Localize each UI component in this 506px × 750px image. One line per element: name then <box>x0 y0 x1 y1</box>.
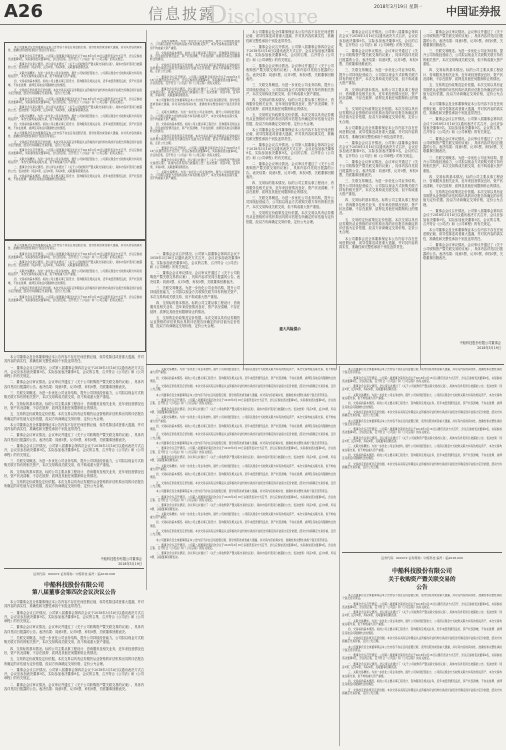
paragraph: 二、董事会会议审议情况。会议审议并通过了《关于公司收购资产暨关联交易的议案》，具体内容详见同日披露的公告。表决结果：同意5票，反对0票，弃权0票，关联董事回避表决。 <box>150 455 336 463</box>
paragraph: 一、董事会会议召开情况。公司第八届董事会第四次会议于2018年3月16日以通讯表决方式召开，会议应参加表决董事9名，实际参加表决董事9名，会议的召集、召开符合《公司法》和《公司章程》的有关规定。 <box>150 495 336 502</box>
announcement-company-right: 中船科技股份有限公司 <box>391 568 452 575</box>
paragraph: 本公司董事会及全体董事保证本公告内容不存在任何虚假记载、误导性陈述或者重大遗漏，并对其内容的真实性、准确性和完整性承担个别及连带责任。 <box>246 127 334 141</box>
paragraph: 二、董事会会议审议情况。会议审议并通过了《关于公司收购资产暨关联交易的议案》，具体内容详见同日披露的公告。表决结果：同意5票，反对0票，弃权0票，关联董事回避表决。 <box>150 504 336 511</box>
paragraph: 二、董事会会议审议情况。会议审议并通过了《关于公司收购资产暨关联交易的议案》，具体内容详见同日披露的公告。表决结果：同意5票，反对0票，弃权0票，关联董事回避表决。 <box>423 136 503 154</box>
body-column-3 <box>246 30 334 330</box>
paragraph: 四、交易标的基本情况。标的公司主要从事工程设计、咨询服务及相关业务，近年来经营情况良好，资产状况清晰，不存在抵押、质押及其他任何限制转让的情况。 <box>4 646 144 655</box>
paragraph: 三、关联交易概述。为进一步优化公司业务结构，提升公司持续经营能力，公司拟以现金方式收购关联方持有的相关资产，本次交易构成关联交易，但不构成重大资产重组。 <box>342 619 502 627</box>
paragraph: 二、董事会会议审议情况。会议审议并通过了《关于公司收购资产暨关联交易的议案》，具体内容详见同日披露的公告。表决结果：同意5票，反对0票，弃权0票，关联董事回避表决。 <box>8 261 142 268</box>
body-column-5 <box>423 30 503 360</box>
paragraph: 五、交易的定价政策及定价依据。本次交易以具有证券期货从业资格的评估机构出具的评估报告所确定的评估值为定价依据，经双方协商确定交易价格，定价公允合理。 <box>423 189 503 207</box>
paragraph: 三、关联交易概述。为进一步优化公司业务结构，提升公司持续经营能力，公司拟以现金方式收购关联方持有的相关资产，本次交易构成关联交易，但不构成重大资产重组。 <box>342 671 502 678</box>
paragraph: 本公司董事会及全体董事保证本公告内容不存在任何虚假记载、误导性陈述或者重大遗漏，并对其内容的真实性、准确性和完整性承担个别及连带责任。 <box>150 99 240 110</box>
paragraph: 一、董事会会议召开情况。公司第八届董事会第四次会议于2018年3月16日以通讯表决方式召开，会议应参加表决董事9名，实际参加表决董事9名，会议的召集、召开符合《公司法》和《公司章程》的有关规定。 <box>4 610 144 624</box>
paragraph: 一、董事会会议召开情况。公司第八届董事会第四次会议于2018年3月16日以通讯表决方式召开，会议应参加表决董事9名，实际参加表决董事9名，会议的召集、召开符合《公司法》和《公司章程》的有关规定。 <box>342 428 502 435</box>
announcement-title-left: 第八届董事会第四次会议决议公告 <box>32 590 116 596</box>
paragraph: 四、交易标的基本情况。标的公司主要从事工程设计、咨询服务及相关业务，近年来经营情况良好，资产状况清晰，不存在抵押、质押及其他任何限制转让的情况。 <box>342 453 502 461</box>
paragraph: 一、董事会会议召开情况。公司第八届董事会第四次会议于2018年3月16日以通讯表决方式召开，会议应参加表决董事9名，实际参加表决董事9名，会议的召集、召开符合《公司法》和《公司章程》的有关规定。 <box>8 252 142 259</box>
column-divider <box>336 30 337 370</box>
body-column-4 <box>339 30 418 330</box>
paragraph: 三、关联交易概述。为进一步优化公司业务结构，提升公司持续经营能力，公司拟以现金方式收购关联方持有的相关资产，本次交易构成关联交易，但不构成重大资产重组。 <box>150 512 336 520</box>
paragraph: 四、交易标的基本情况。标的公司主要从事工程设计、咨询服务及相关业务，近年来经营情况良好，资产状况清晰，不存在抵押、质押及其他任何限制转让的情况。 <box>246 181 334 194</box>
paragraph: 三、关联交易概述。为进一步优化公司业务结构，提升公司持续经营能力，公司拟以现金方式收购关联方持有的相关资产，本次交易构成关联交易，但不构成重大资产重组。 <box>8 157 142 165</box>
section-title-en-initial: D <box>208 1 228 29</box>
masthead <box>0 0 506 29</box>
paragraph: 本公司董事会及全体董事保证本公告内容不存在任何虚假记载、误导性陈述或者重大遗漏，并对其内容的真实性、准确性和完整性承担个别及连带责任。 <box>156 490 330 494</box>
issue-date: 2018年3月19日 星期一 <box>374 5 423 10</box>
paragraph: 本公司董事会及全体董事保证本公告内容不存在任何虚假记载、误导性陈述或者重大遗漏，并对其内容的真实性、准确性和完整性承担个别及连带责任。 <box>342 368 502 375</box>
notice-text-top-middle <box>150 40 240 250</box>
page-number: A26 <box>4 1 43 22</box>
paragraph: 一、董事会会议召开情况。公司第八届董事会第四次会议于2018年3月16日以通讯表决方式召开，会议应参加表决董事9名，实际参加表决董事9名，会议的召集、召开符合《公司法》和《公司章程》的有关规定。 <box>339 30 418 47</box>
column-divider <box>243 30 244 370</box>
paragraph: 三、关联交易概述。为进一步优化公司业务结构，提升公司持续经营能力，公司拟以现金方式收购关联方持有的相关资产，本次交易构成关联交易，但不构成重大资产重组。 <box>342 445 502 452</box>
paragraph: 一、董事会会议召开情况。公司第八届董事会第四次会议于2018年3月16日以通讯表决方式召开，会议应参加表决董事9名，实际参加表决董事9名，会议的召集、召开符合《公司法》和《公司章程》的有关规定。 <box>8 295 142 302</box>
paragraph: 四、交易标的基本情况。标的公司主要从事工程设计、咨询服务及相关业务，近年来经营情况良好，资产状况清晰，不存在抵押、质押及其他任何限制转让的情况。 <box>342 402 502 409</box>
paragraph: 一、董事会会议召开情况。公司第八届董事会第四次会议于2018年3月16日以通讯表决方式召开，会议应参加表决董事9名，实际参加表决董事9名，会议的召集、召开符合《公司法》和《公司章程》的有关规定。 <box>4 365 144 379</box>
announcement-title-right-1: 关于收购资产暨关联交易的 <box>388 577 456 583</box>
paragraph: 二、董事会会议审议情况。会议审议并通过了《关于公司收购资产暨关联交易的议案》，具体内容详见同日披露的公告。表决结果：同意5票，反对0票，弃权0票，关联董事回避表决。 <box>8 166 142 173</box>
paragraph: 本公司董事会及全体董事保证本公告内容不存在任何虚假记载、误导性陈述或者重大遗漏，并对其内容的真实性、准确性和完整性承担个别及连带责任。 <box>156 393 330 397</box>
signature-date: 2018年3月19日 <box>118 562 142 566</box>
column-divider <box>146 30 147 590</box>
paragraph: 本公司董事会及全体董事保证本公告内容不存在任何虚假记载、误导性陈述或者重大遗漏，并对其内容的真实性、准确性和完整性承担个别及连带责任。 <box>423 228 503 241</box>
paragraph: 三、关联交易概述。为进一步优化公司业务结构，提升公司持续经营能力，公司拟以现金方式收购关联方持有的相关资产，本次交易构成关联交易，但不构成重大资产重组。 <box>150 464 336 471</box>
paragraph: 四、交易标的基本情况。标的公司主要从事工程设计、咨询服务及相关业务，近年来经营情况良好，资产状况清晰，不存在抵押、质押及其他任何限制转让的情况。 <box>150 300 240 314</box>
paragraph: 一、董事会会议召开情况。公司第八届董事会第四次会议于2018年3月16日以通讯表决方式召开，会议应参加表决董事9名，实际参加表决董事9名，会议的召集、召开符合《公司法》和《公司章程》的有关规定。 <box>246 44 334 62</box>
paragraph: 一、董事会会议召开情况。公司第八届董事会第四次会议于2018年3月16日以通讯表决方式召开，会议应参加表决董事9名，实际参加表决董事9名，会议的召集、召开符合《公司法》和《公司章程》的有关规定。 <box>150 543 336 551</box>
paragraph: 三、关联交易概述。为进一步优化公司业务结构，提升公司持续经营能力，公司拟以现金方式收购关联方持有的相关资产，本次交易构成关联交易，但不构成重大资产重组。 <box>4 391 144 400</box>
paragraph: 三、关联交易概述。为进一步优化公司业务结构，提升公司持续经营能力，公司拟以现金方式收购关联方持有的相关资产，本次交易构成关联交易，但不构成重大资产重组。 <box>150 368 336 375</box>
paragraph: 五、交易的定价政策及定价依据。本次交易以具有证券期货从业资格的评估机构出具的评估报告所确定的评估值为定价依据，经双方协商确定交易价格，定价公允合理。 <box>342 462 502 469</box>
paragraph: 二、董事会会议审议情况。会议审议并通过了《关于公司收购资产暨关联交易的议案》，具体内容详见同日披露的公告。表决结果：同意5票，反对0票，弃权0票，关联董事回避表决。 <box>4 380 144 389</box>
paragraph: 三、关联交易概述。为进一步优化公司业务结构，提升公司持续经营能力，公司拟以现金方式收购关联方持有的相关资产，本次交易构成关联交易，但不构成重大资产重组。 <box>150 170 240 181</box>
paragraph: 二、董事会会议审议情况。会议审议并通过了《关于公司收购资产暨关联交易的议案》，具体内容详见同日披露的公告。表决结果：同意5票，反对0票，弃权0票，关联董事回避表决。 <box>4 625 144 634</box>
paragraph: 三、关联交易概述。为进一步优化公司业务结构，提升公司持续经营能力，公司拟以现金方式收购关联方持有的相关资产，本次交易构成关联交易，但不构成重大资产重组。 <box>8 71 142 79</box>
paragraph: 四、交易标的基本情况。标的公司主要从事工程设计、咨询服务及相关业务，近年来经营情况良好，资产状况清晰，不存在抵押、质押及其他任何限制转让的情况。 <box>4 401 144 410</box>
paragraph: 五、交易的定价政策及定价依据。本次交易以具有证券期货从业资格的评估机构出具的评估报告所确定的评估值为定价依据，经双方协商确定交易价格，定价公允合理。 <box>150 385 336 392</box>
section-title-cn: 信息披露 <box>148 5 217 23</box>
paragraph: 四、交易标的基本情况。标的公司主要从事工程设计、咨询服务及相关业务，近年来经营情况良好，资产状况清晰，不存在抵押、质押及其他任何限制转让的情况。 <box>246 98 334 111</box>
paragraph: 三、关联交易概述。为进一步优化公司业务结构，提升公司持续经营能力，公司拟以现金方式收购关联方持有的相关资产，本次交易构成关联交易，但不构成重大资产重组。 <box>8 269 142 277</box>
paragraph: 本公司董事会及全体董事保证本公告内容不存在任何虚假记载、误导性陈述或者重大遗漏，并对其内容的真实性、准确性和完整性承担个别及连带责任。 <box>339 125 418 139</box>
paragraph: 二、董事会会议审议情况。会议审议并通过了《关于公司收购资产暨关联交易的议案》，具体内容详见同日披露的公告。表决结果：同意5票，反对0票，弃权0票，关联董事回避表决。 <box>339 49 418 67</box>
paragraph: 本公司董事会及全体董事保证本公告内容不存在任何虚假记载、误导性陈述或者重大遗漏，并对其内容的真实性、准确性和完整性承担个别及连带责任。 <box>156 442 330 446</box>
paragraph: 二、董事会会议审议情况。会议审议并通过了《关于公司收购资产暨关联交易的议案》，具体内容详见同日披露的公告。表决结果：同意5票，反对0票，弃权0票，关联董事回避表决。 <box>8 63 142 70</box>
body-column-2-lower <box>150 252 240 362</box>
paragraph: 二、董事会会议审议情况。会议审议并通过了《关于公司收购资产暨关联交易的议案》，具体内容详见同日披露的公告。表决结果：同意5票，反对0票，弃权0票，关联董事回避表决。 <box>150 407 336 414</box>
paragraph: 二、董事会会议审议情况。会议审议并通过了《关于公司收购资产暨关联交易的议案》，具体内容详见同日披露的公告。表决结果：同意5票，反对0票，弃权0票，关联董事回避表决。 <box>4 682 144 692</box>
signature-company: 中船科技股份有限公司董事会 <box>459 341 501 345</box>
paragraph: 一、董事会会议召开情况。公司第八届董事会第四次会议于2018年3月16日以通讯表决方式召开，会议应参加表决董事9名，实际参加表决董事9名，会议的召集、召开符合《公司法》和《公司章程》的有关规定。 <box>150 252 240 269</box>
paragraph: 本公司董事会及全体董事保证本公告内容不存在任何虚假记载、误导性陈述或者重大遗漏，并对其内容的真实性、准确性和完整性承担个别及连带责任。 <box>342 594 502 601</box>
paragraph: 四、交易标的基本情况。标的公司主要从事工程设计、咨询服务及相关业务，近年来经营情况良好，资产状况清晰，不存在抵押、质押及其他任何限制转让的情况。 <box>8 80 142 87</box>
paragraph: 三、关联交易概述。为进一步优化公司业务结构，提升公司持续经营能力，公司拟以现金方式收购关联方持有的相关资产，本次交易构成关联交易，但不构成重大资产重组。 <box>339 68 418 86</box>
section-separator <box>342 552 502 553</box>
signature-company: 中船科技股份有限公司董事会 <box>100 557 142 561</box>
paragraph: 四、交易标的基本情况。标的公司主要从事工程设计、咨询服务及相关业务，近年来经营情况良好，资产状况清晰，不存在抵押、质押及其他任何限制转让的情况。 <box>150 123 240 133</box>
paragraph: 一、董事会会议召开情况。公司第八届董事会第四次会议于2018年3月16日以通讯表决方式召开，会议应参加表决董事9名，实际参加表决董事9名，会议的召集、召开符合《公司法》和《公司章程》的有关规定。 <box>342 376 502 383</box>
paragraph: 四、交易标的基本情况。标的公司主要从事工程设计、咨询服务及相关业务，近年来经营情况良好，资产状况清晰，不存在抵押、质押及其他任何限制转让的情况。 <box>150 376 336 383</box>
paragraph: 二、董事会会议审议情况。会议审议并通过了《关于公司收购资产暨关联交易的议案》，具体内容详见同日披露的公告。表决结果：同意5票，反对0票，弃权0票，关联董事回避表决。 <box>8 106 142 113</box>
paragraph: 五、交易的定价政策及定价依据。本次交易以具有证券期货从业资格的评估机构出具的评估报告所确定的评估值为定价依据，经双方协商确定交易价格，定价公允合理。 <box>4 657 144 666</box>
notice-text <box>8 46 142 236</box>
paragraph: 三、关联交易概述。为进一步优化公司业务结构，提升公司持续经营能力，公司拟以现金方式收购关联方持有的相关资产，本次交易构成关联交易，但不构成重大资产重组。 <box>150 286 240 299</box>
paragraph: 四、交易标的基本情况。标的公司主要从事工程设计、咨询服务及相关业务，近年来经营情况良好，资产状况清晰，不存在抵押、质押及其他任何限制转让的情况。 <box>8 123 142 130</box>
paragraph: 本公司董事会及全体董事保证本公告内容不存在任何虚假记载、误导性陈述或者重大遗漏，并对其内容的真实性、准确性和完整性承担个别及连带责任。 <box>4 355 144 364</box>
announcement-code-left: 证券代码：600072 证券简称：中船科技 编号：临2018-008 <box>33 572 115 576</box>
paragraph: 五、交易的定价政策及定价依据。本次交易以具有证券期货从业资格的评估机构出具的评估报告所确定的评估值为定价依据，经双方协商确定交易价格，定价公允合理。 <box>8 286 142 294</box>
paragraph: 一、董事会会议召开情况。公司第八届董事会第四次会议于2018年3月16日以通讯表决方式召开，会议应参加表决董事9名，实际参加表决董事9名，会议的召集、召开符合《公司法》和《公司章程》的有关规定。 <box>8 97 142 104</box>
paragraph: 五、交易的定价政策及定价依据。本次交易以具有证券期货从业资格的评估机构出具的评估报告所确定的评估值为定价依据，经双方协商确定交易价格，定价公允合理。 <box>150 63 240 74</box>
section-title-en-rest: isclosure <box>227 4 319 28</box>
paragraph: 四、交易标的基本情况。标的公司主要从事工程设计、咨询服务及相关业务，近年来经营情况良好，资产状况清晰，不存在抵押、质押及其他任何限制转让的情况。 <box>150 521 336 528</box>
paragraph: 四、交易标的基本情况。标的公司主要从事工程设计、咨询服务及相关业务，近年来经营情况良好，资产状况清晰，不存在抵押、质押及其他任何限制转让的情况。 <box>150 473 336 480</box>
paragraph: 四、交易标的基本情况。标的公司主要从事工程设计、咨询服务及相关业务，近年来经营情况良好，资产状况清晰，不存在抵押、质押及其他任何限制转让的情况。 <box>339 87 418 105</box>
paragraph: 一、董事会会议召开情况。公司第八届董事会第四次会议于2018年3月16日以通讯表决方式召开，会议应参加表决董事9名，实际参加表决董事9名，会议的召集、召开符合《公司法》和《公司章程》的有关规定。 <box>4 444 144 457</box>
paragraph: 四、交易标的基本情况。标的公司主要从事工程设计、咨询服务及相关业务，近年来经营情况良好，资产状况清晰，不存在抵押、质押及其他任何限制转让的情况。 <box>342 628 502 635</box>
announcement-title-right-2: 公告 <box>416 585 428 591</box>
paragraph: 五、交易的定价政策及定价依据。本次交易以具有证券期货从业资格的评估机构出具的评估报告所确定的评估值为定价依据，经双方协商确定交易价格，定价公允合理。 <box>246 113 334 126</box>
section-title-en <box>208 1 318 29</box>
paragraph: 五、交易的定价政策及定价依据。本次交易以具有证券期货从业资格的评估机构出具的评估报告所确定的评估值为定价依据，经双方协商确定交易价格，定价公允合理。 <box>4 480 144 489</box>
paragraph: 三、关联交易概述。为进一步优化公司业务结构，提升公司持续经营能力，公司拟以现金方式收购关联方持有的相关资产，本次交易构成关联交易，但不构成重大资产重组。 <box>246 83 334 96</box>
announcement-code-right: 证券代码：600072 证券简称：中船科技 编号：临2018-009 <box>381 556 463 560</box>
paragraph: 一、董事会会议召开情况。公司第八届董事会第四次会议于2018年3月16日以通讯表决方式召开，会议应参加表决董事9名，实际参加表决董事9名，会议的召集、召开符合《公司法》和《公司章程》的有关规定。 <box>150 147 240 157</box>
paragraph: 二、董事会会议审议情况。会议审议并通过了《关于公司收购资产暨关联交易的议案》，具体内容详见同日披露的公告。表决结果：同意5票，反对0票，弃权0票，关联董事回避表决。 <box>150 552 336 559</box>
paragraph: 五、交易的定价政策及定价依据。本次交易以具有证券期货从业资格的评估机构出具的评估报告所确定的评估值为定价依据，经双方协商确定交易价格，定价公允合理。 <box>8 88 142 96</box>
signature-left <box>4 556 142 566</box>
paragraph: 五、交易的定价政策及定价依据。本次交易以具有证券期货从业资格的评估机构出具的评估报告所确定的评估值为定价依据，经双方协商确定交易价格，定价公允合理。 <box>150 481 336 489</box>
paragraph: 二、董事会会议审议情况。会议审议并通过了《关于公司收购资产暨关联交易的议案》，具体内容详见同日披露的公告。表决结果：同意5票，反对0票，弃权0票，关联董事回避表决。 <box>342 662 502 670</box>
paragraph: 本公司董事会及全体董事保证本公告内容不存在任何虚假记载、误导性陈述或者重大遗漏，并对其内容的真实性、准确性和完整性承担个别及连带责任。 <box>156 538 330 542</box>
paragraph: 一、董事会会议召开情况。公司第八届董事会第四次会议于2018年3月16日以通讯表决方式召开，会议应参加表决董事9名，实际参加表决董事9名，会议的召集、召开符合《公司法》和《公司章程》的有关规定。 <box>342 602 502 609</box>
paragraph: 本公司董事会及全体董事保证本公告内容不存在任何虚假记载、误导性陈述或者重大遗漏，并对其内容的真实性、准确性和完整性承担个别及连带责任。 <box>342 419 502 426</box>
paragraph: 二、董事会会议审议情况。会议审议并通过了《关于公司收购资产暨关联交易的议案》，具体内容详见同日披露的公告。表决结果：同意5票，反对0票，弃权0票，关联董事回避表决。 <box>423 243 503 260</box>
column-divider <box>420 30 421 370</box>
paragraph: 四、交易标的基本情况。标的公司主要从事工程设计、咨询服务及相关业务，近年来经营情况良好，资产状况清晰，不存在抵押、质押及其他任何限制转让的情况。 <box>342 679 502 687</box>
paragraph: 二、董事会会议审议情况。会议审议并通过了《关于公司收购资产暨关联交易的议案》，具体内容详见同日披露的公告。表决结果：同意5票，反对0票，弃权0票，关联董事回避表决。 <box>342 385 502 392</box>
paragraph: 本公司董事会及全体董事保证本公告内容不存在任何虚假记载、误导性陈述或者重大遗漏，并对其内容的真实性、准确性和完整性承担个别及连带责任。 <box>8 244 142 251</box>
paragraph: 五、交易的定价政策及定价依据。本次交易以具有证券期货从业资格的评估机构出具的评估报告所确定的评估值为定价依据，经双方协商确定交易价格，定价公允合理。 <box>342 636 502 644</box>
paragraph: 一、董事会会议召开情况。公司第八届董事会第四次会议于2018年3月16日以通讯表决方式召开，会议应参加表决董事9名，实际参加表决董事9名，会议的召集、召开符合《公司法》和《公司章程》的有关规定。 <box>150 75 240 86</box>
paragraph: 三、关联交易概述。为进一步优化公司业务结构，提升公司持续经营能力，公司拟以现金方式收购关联方持有的相关资产，本次交易构成关联交易，但不构成重大资产重组。 <box>342 393 502 401</box>
paragraph: 三、关联交易概述。为进一步优化公司业务结构，提升公司持续经营能力，公司拟以现金方式收购关联方持有的相关资产，本次交易构成关联交易，但不构成重大资产重组。 <box>8 114 142 122</box>
paragraph: 三、关联交易概述。为进一步优化公司业务结构，提升公司持续经营能力，公司拟以现金方式收购关联方持有的相关资产，本次交易构成关联交易，但不构成重大资产重组。 <box>423 155 503 173</box>
signature-date: 2018年3月19日 <box>477 346 501 350</box>
paragraph: 本公司董事会及全体董事保证本公告内容不存在任何虚假记载、误导性陈述或者重大遗漏，并对其内容的真实性、准确性和完整性承担个别及连带责任。 <box>339 236 418 250</box>
section-separator <box>146 364 504 365</box>
paragraph: 五、交易的定价政策及定价依据。本次交易以具有证券期货从业资格的评估机构出具的评估报告所确定的评估值为定价依据，经双方协商确定交易价格，定价公允合理。 <box>150 315 240 329</box>
paragraph: 三、关联交易概述。为进一步优化公司业务结构，提升公司持续经营能力，公司拟以现金方式收购关联方持有的相关资产，本次交易构成关联交易，但不构成重大资产重组。 <box>150 111 240 121</box>
paragraph: 二、董事会会议审议情况。会议审议并通过了《关于公司收购资产暨关联交易的议案》，具体内容详见同日披露的公告。表决结果：同意5票，反对0票，弃权0票，关联董事回避表决。 <box>342 436 502 444</box>
paragraph: 四、交易标的基本情况。标的公司主要从事工程设计、咨询服务及相关业务，近年来经营情况良好，资产状况清晰，不存在抵押、质押及其他任何限制转让的情况。 <box>339 198 418 216</box>
paragraph: 一、董事会会议召开情况。公司第八届董事会第四次会议于2018年3月16日以通讯表决方式召开，会议应参加表决董事9名，实际参加表决董事9名，会议的召集、召开符合《公司法》和《公司章程》的有关规定。 <box>8 54 142 61</box>
paragraph: 二、董事会会议审议情况。会议审议并通过了《关于公司收购资产暨关联交易的议案》，具体内容详见同日披露的公告。表决结果：同意5票，反对0票，弃权0票，关联董事回避表决。 <box>342 611 502 618</box>
paragraph: 二、董事会会议审议情况。会议审议并通过了《关于公司收购资产暨关联交易的议案》，具体内容详见同日披露的公告。表决结果：同意5票，反对0票，弃权0票，关联董事回避表决。 <box>150 158 240 169</box>
paragraph: 五、交易的定价政策及定价依据。本次交易以具有证券期货从业资格的评估机构出具的评估报告所确定的评估值为定价依据，经双方协商确定交易价格，定价公允合理。 <box>423 83 503 101</box>
paragraph: 三、关联交易概述。为进一步优化公司业务结构，提升公司持续经营能力，公司拟以现金方式收购关联方持有的相关资产，本次交易构成关联交易，但不构成重大资产重组。 <box>4 636 144 645</box>
paragraph: 三、关联交易概述。为进一步优化公司业务结构，提升公司持续经营能力，公司拟以现金方式收购关联方持有的相关资产，本次交易构成关联交易，但不构成重大资产重组。 <box>150 40 240 50</box>
section-separator <box>4 568 144 569</box>
paragraph: 一、董事会会议召开情况。公司第八届董事会第四次会议于2018年3月16日以通讯表决方式召开，会议应参加表决董事9名，实际参加表决董事9名，会议的召集、召开符合《公司法》和《公司章程》的有关规定。 <box>150 447 336 454</box>
paragraph: 一、董事会会议召开情况。公司第八届董事会第四次会议于2018年3月16日以通讯表决方式召开，会议应参加表决董事9名，实际参加表决董事9名，会议的召集、召开符合《公司法》和《公司章程》的有关规定。 <box>8 149 142 156</box>
announcement-body-left <box>4 600 144 746</box>
newspaper-logo: 中国证券报 <box>446 5 501 18</box>
risk-heading: 重大风险提示 <box>279 327 301 331</box>
paragraph: 一、董事会会议召开情况。公司第八届董事会第四次会议于2018年3月16日以通讯表决方式召开，会议应参加表决董事9名，实际参加表决董事9名，会议的召集、召开符合《公司法》和《公司章程》的有关规定。 <box>423 208 503 226</box>
paragraph: 二、董事会会议审议情况。会议审议并通过了《关于公司收购资产暨关联交易的议案》，具体内容详见同日披露的公告。表决结果：同意5票，反对0票，弃权0票，关联董事回避表决。 <box>423 30 503 47</box>
paragraph: 四、交易标的基本情况。标的公司主要从事工程设计、咨询服务及相关业务，近年来经营情况良好，资产状况清晰，不存在抵押、质押及其他任何限制转让的情况。 <box>4 469 144 478</box>
announcement-body-right <box>342 594 502 746</box>
paragraph: 本公司董事会及全体董事保证本公告内容不存在任何虚假记载、误导性陈述或者重大遗漏，并对其内容的真实性、准确性和完整性承担个别及连带责任。 <box>423 102 503 116</box>
notice-box-top-left <box>4 42 146 240</box>
column-divider <box>339 366 340 746</box>
paragraph: 二、董事会会议审议情况。会议审议并通过了《关于公司收购资产暨关联交易的议案》，具体内容详见同日披露的公告。表决结果：同意5票，反对0票，弃权0票，关联董事回避表决。 <box>246 162 334 179</box>
paragraph: 一、董事会会议召开情况。公司第八届董事会第四次会议于2018年3月16日以通讯表决方式召开，会议应参加表决董事9名，实际参加表决董事9名，会议的召集、召开符合《公司法》和《公司章程》的有关规定。 <box>339 140 418 158</box>
paragraph: 三、关联交易概述。为进一步优化公司业务结构，提升公司持续经营能力，公司拟以现金方式收购关联方持有的相关资产，本次交易构成关联交易，但不构成重大资产重组。 <box>339 179 418 197</box>
paragraph: 四、交易标的基本情况。标的公司主要从事工程设计、咨询服务及相关业务，近年来经营情况良好，资产状况清晰，不存在抵押、质押及其他任何限制转让的情况。 <box>8 174 142 182</box>
paragraph: 一、董事会会议召开情况。公司第八届董事会第四次会议于2018年3月16日以通讯表决方式召开，会议应参加表决董事9名，实际参加表决董事9名，会议的召集、召开符合《公司法》和《公司章程》的有关规定。 <box>423 117 503 135</box>
paragraph: 二、董事会会议审议情况。会议审议并通过了《关于公司收购资产暨关联交易的议案》，具体内容详见同日披露的公告。表决结果：同意5票，反对0票，弃权0票，关联董事回避表决。 <box>150 271 240 284</box>
paragraph: 二、董事会会议审议情况。会议审议并通过了《关于公司收购资产暨关联交易的议案》，具体内容详见同日披露的公告。表决结果：同意5票，反对0票，弃权0票，关联董事回避表决。 <box>339 160 418 177</box>
notice-box-left-lower <box>4 240 146 352</box>
paragraph: 五、交易的定价政策及定价依据。本次交易以具有证券期货从业资格的评估机构出具的评估报告所确定的评估值为定价依据，经双方协商确定交易价格，定价公允合理。 <box>339 106 418 124</box>
body-left-lower <box>4 355 144 555</box>
paragraph: 五、交易的定价政策及定价依据。本次交易以具有证券期货从业资格的评估机构出具的评估报告所确定的评估值为定价依据，经双方协商确定交易价格，定价公允合理。 <box>150 135 240 145</box>
paragraph: 四、交易标的基本情况。标的公司主要从事工程设计、咨询服务及相关业务，近年来经营情况良好，资产状况清晰，不存在抵押、质押及其他任何限制转让的情况。 <box>8 278 142 285</box>
paragraph: 二、董事会会议审议情况。会议审议并通过了《关于公司收购资产暨关联交易的议案》，具体内容详见同日披露的公告。表决结果：同意5票，反对0票，弃权0票，关联董事回避表决。 <box>246 64 334 81</box>
body-right-lower <box>342 368 502 538</box>
paragraph: 本公司董事会及全体董事保证本公告内容不存在任何虚假记载、误导性陈述或者重大遗漏，并对其内容的真实性、准确性和完整性承担个别及连带责任。 <box>342 645 502 652</box>
paragraph: 五、交易的定价政策及定价依据。本次交易以具有证券期货从业资格的评估机构出具的评估报告所确定的评估值为定价依据，经双方协商确定交易价格，定价公允合理。 <box>8 140 142 147</box>
paragraph: 本公司董事会及全体董事保证本公告内容不存在任何虚假记载、误导性陈述或者重大遗漏，并对其内容的真实性、准确性和完整性承担个别及连带责任。 <box>8 46 142 53</box>
paragraph: 本公司董事会及全体董事保证本公告内容不存在任何虚假记载、误导性陈述或者重大遗漏，并对其内容的真实性、准确性和完整性承担个别及连带责任。 <box>246 30 334 43</box>
paragraph: 一、董事会会议召开情况。公司第八届董事会第四次会议于2018年3月16日以通讯表决方式召开，会议应参加表决董事9名，实际参加表决董事9名，会议的召集、召开符合《公司法》和《公司章程》的有关规定。 <box>4 667 144 681</box>
paragraph: 五、交易的定价政策及定价依据。本次交易以具有证券期货从业资格的评估机构出具的评估报告所确定的评估值为定价依据，经双方协商确定交易价格，定价公允合理。 <box>150 433 336 440</box>
paragraph: 二、董事会会议审议情况。会议审议并通过了《关于公司收购资产暨关联交易的议案》，具体内容详见同日披露的公告。表决结果：同意5票，反对0票，弃权0票，关联董事回避表决。 <box>4 433 144 442</box>
paragraph: 本公司董事会及全体董事保证本公告内容不存在任何虚假记载、误导性陈述或者重大遗漏，并对其内容的真实性、准确性和完整性承担个别及连带责任。 <box>4 422 144 432</box>
announcement-company-left: 中船科技股份有限公司 <box>43 582 104 589</box>
paragraph: 四、交易标的基本情况。标的公司主要从事工程设计、咨询服务及相关业务，近年来经营情况良好，资产状况清晰，不存在抵押、质押及其他任何限制转让的情况。 <box>150 51 240 62</box>
paragraph: 二、董事会会议审议情况。会议审议并通过了《关于公司收购资产暨关联交易的议案》，具体内容详见同日披露的公告。表决结果：同意5票，反对0票，弃权0票，关联董事回避表决。 <box>150 87 240 98</box>
paragraph: 五、交易的定价政策及定价依据。本次交易以具有证券期货从业资格的评估机构出具的评估报告所确定的评估值为定价依据，经双方协商确定交易价格，定价公允合理。 <box>339 217 418 235</box>
paragraph: 三、关联交易概述。为进一步优化公司业务结构，提升公司持续经营能力，公司拟以现金方式收购关联方持有的相关资产，本次交易构成关联交易，但不构成重大资产重组。 <box>423 49 503 67</box>
paragraph: 五、交易的定价政策及定价依据。本次交易以具有证券期货从业资格的评估机构出具的评估报告所确定的评估值为定价依据，经双方协商确定交易价格，定价公允合理。 <box>342 688 502 695</box>
notice-text <box>8 244 142 348</box>
paragraph: 三、关联交易概述。为进一步优化公司业务结构，提升公司持续经营能力，公司拟以现金方式收购关联方持有的相关资产，本次交易构成关联交易，但不构成重大资产重组。 <box>246 196 334 209</box>
paragraph: 四、交易标的基本情况。标的公司主要从事工程设计、咨询服务及相关业务，近年来经营情况良好，资产状况清晰，不存在抵押、质押及其他任何限制转让的情况。 <box>423 68 503 81</box>
paragraph: 四、交易标的基本情况。标的公司主要从事工程设计、咨询服务及相关业务，近年来经营情况良好，资产状况清晰，不存在抵押、质押及其他任何限制转让的情况。 <box>423 174 503 188</box>
body-middle-lower <box>150 368 336 746</box>
signature-mid <box>423 340 501 350</box>
paragraph: 五、交易的定价政策及定价依据。本次交易以具有证券期货从业资格的评估机构出具的评估报告所确定的评估值为定价依据，经双方协商确定交易价格，定价公允合理。 <box>150 529 336 537</box>
paragraph: 五、交易的定价政策及定价依据。本次交易以具有证券期货从业资格的评估机构出具的评估报告所确定的评估值为定价依据，经双方协商确定交易价格，定价公允合理。 <box>342 410 502 418</box>
paragraph: 四、交易标的基本情况。标的公司主要从事工程设计、咨询服务及相关业务，近年来经营情况良好，资产状况清晰，不存在抵押、质押及其他任何限制转让的情况。 <box>150 424 336 432</box>
paragraph: 本公司董事会及全体董事保证本公告内容不存在任何虚假记载、误导性陈述或者重大遗漏，并对其内容的真实性、准确性和完整性承担个别及连带责任。 <box>8 131 142 139</box>
paragraph: 一、董事会会议召开情况。公司第八届董事会第四次会议于2018年3月16日以通讯表决方式召开，会议应参加表决董事9名，实际参加表决董事9名，会议的召集、召开符合《公司法》和《公司章程》的有关规定。 <box>342 654 502 661</box>
paragraph: 一、董事会会议召开情况。公司第八届董事会第四次会议于2018年3月16日以通讯表决方式召开，会议应参加表决董事9名，实际参加表决董事9名，会议的召集、召开符合《公司法》和《公司章程》的有关规定。 <box>150 399 336 406</box>
paragraph: 三、关联交易概述。为进一步优化公司业务结构，提升公司持续经营能力，公司拟以现金方式收购关联方持有的相关资产，本次交易构成关联交易，但不构成重大资产重组。 <box>150 416 336 423</box>
paragraph: 五、交易的定价政策及定价依据。本次交易以具有证券期货从业资格的评估机构出具的评估报告所确定的评估值为定价依据，经双方协商确定交易价格，定价公允合理。 <box>246 210 334 224</box>
paragraph: 五、交易的定价政策及定价依据。本次交易以具有证券期货从业资格的评估机构出具的评估报告所确定的评估值为定价依据，经双方协商确定交易价格，定价公允合理。 <box>4 412 144 421</box>
paragraph: 三、关联交易概述。为进一步优化公司业务结构，提升公司持续经营能力，公司拟以现金方式收购关联方持有的相关资产，本次交易构成关联交易，但不构成重大资产重组。 <box>4 458 144 468</box>
paragraph: 一、董事会会议召开情况。公司第八届董事会第四次会议于2018年3月16日以通讯表决方式召开，会议应参加表决董事9名，实际参加表决董事9名，会议的召集、召开符合《公司法》和《公司章程》的有关规定。 <box>246 142 334 160</box>
paragraph: 本公司董事会及全体董事保证本公告内容不存在任何虚假记载、误导性陈述或者重大遗漏，并对其内容的真实性、准确性和完整性承担个别及连带责任。 <box>4 600 144 609</box>
